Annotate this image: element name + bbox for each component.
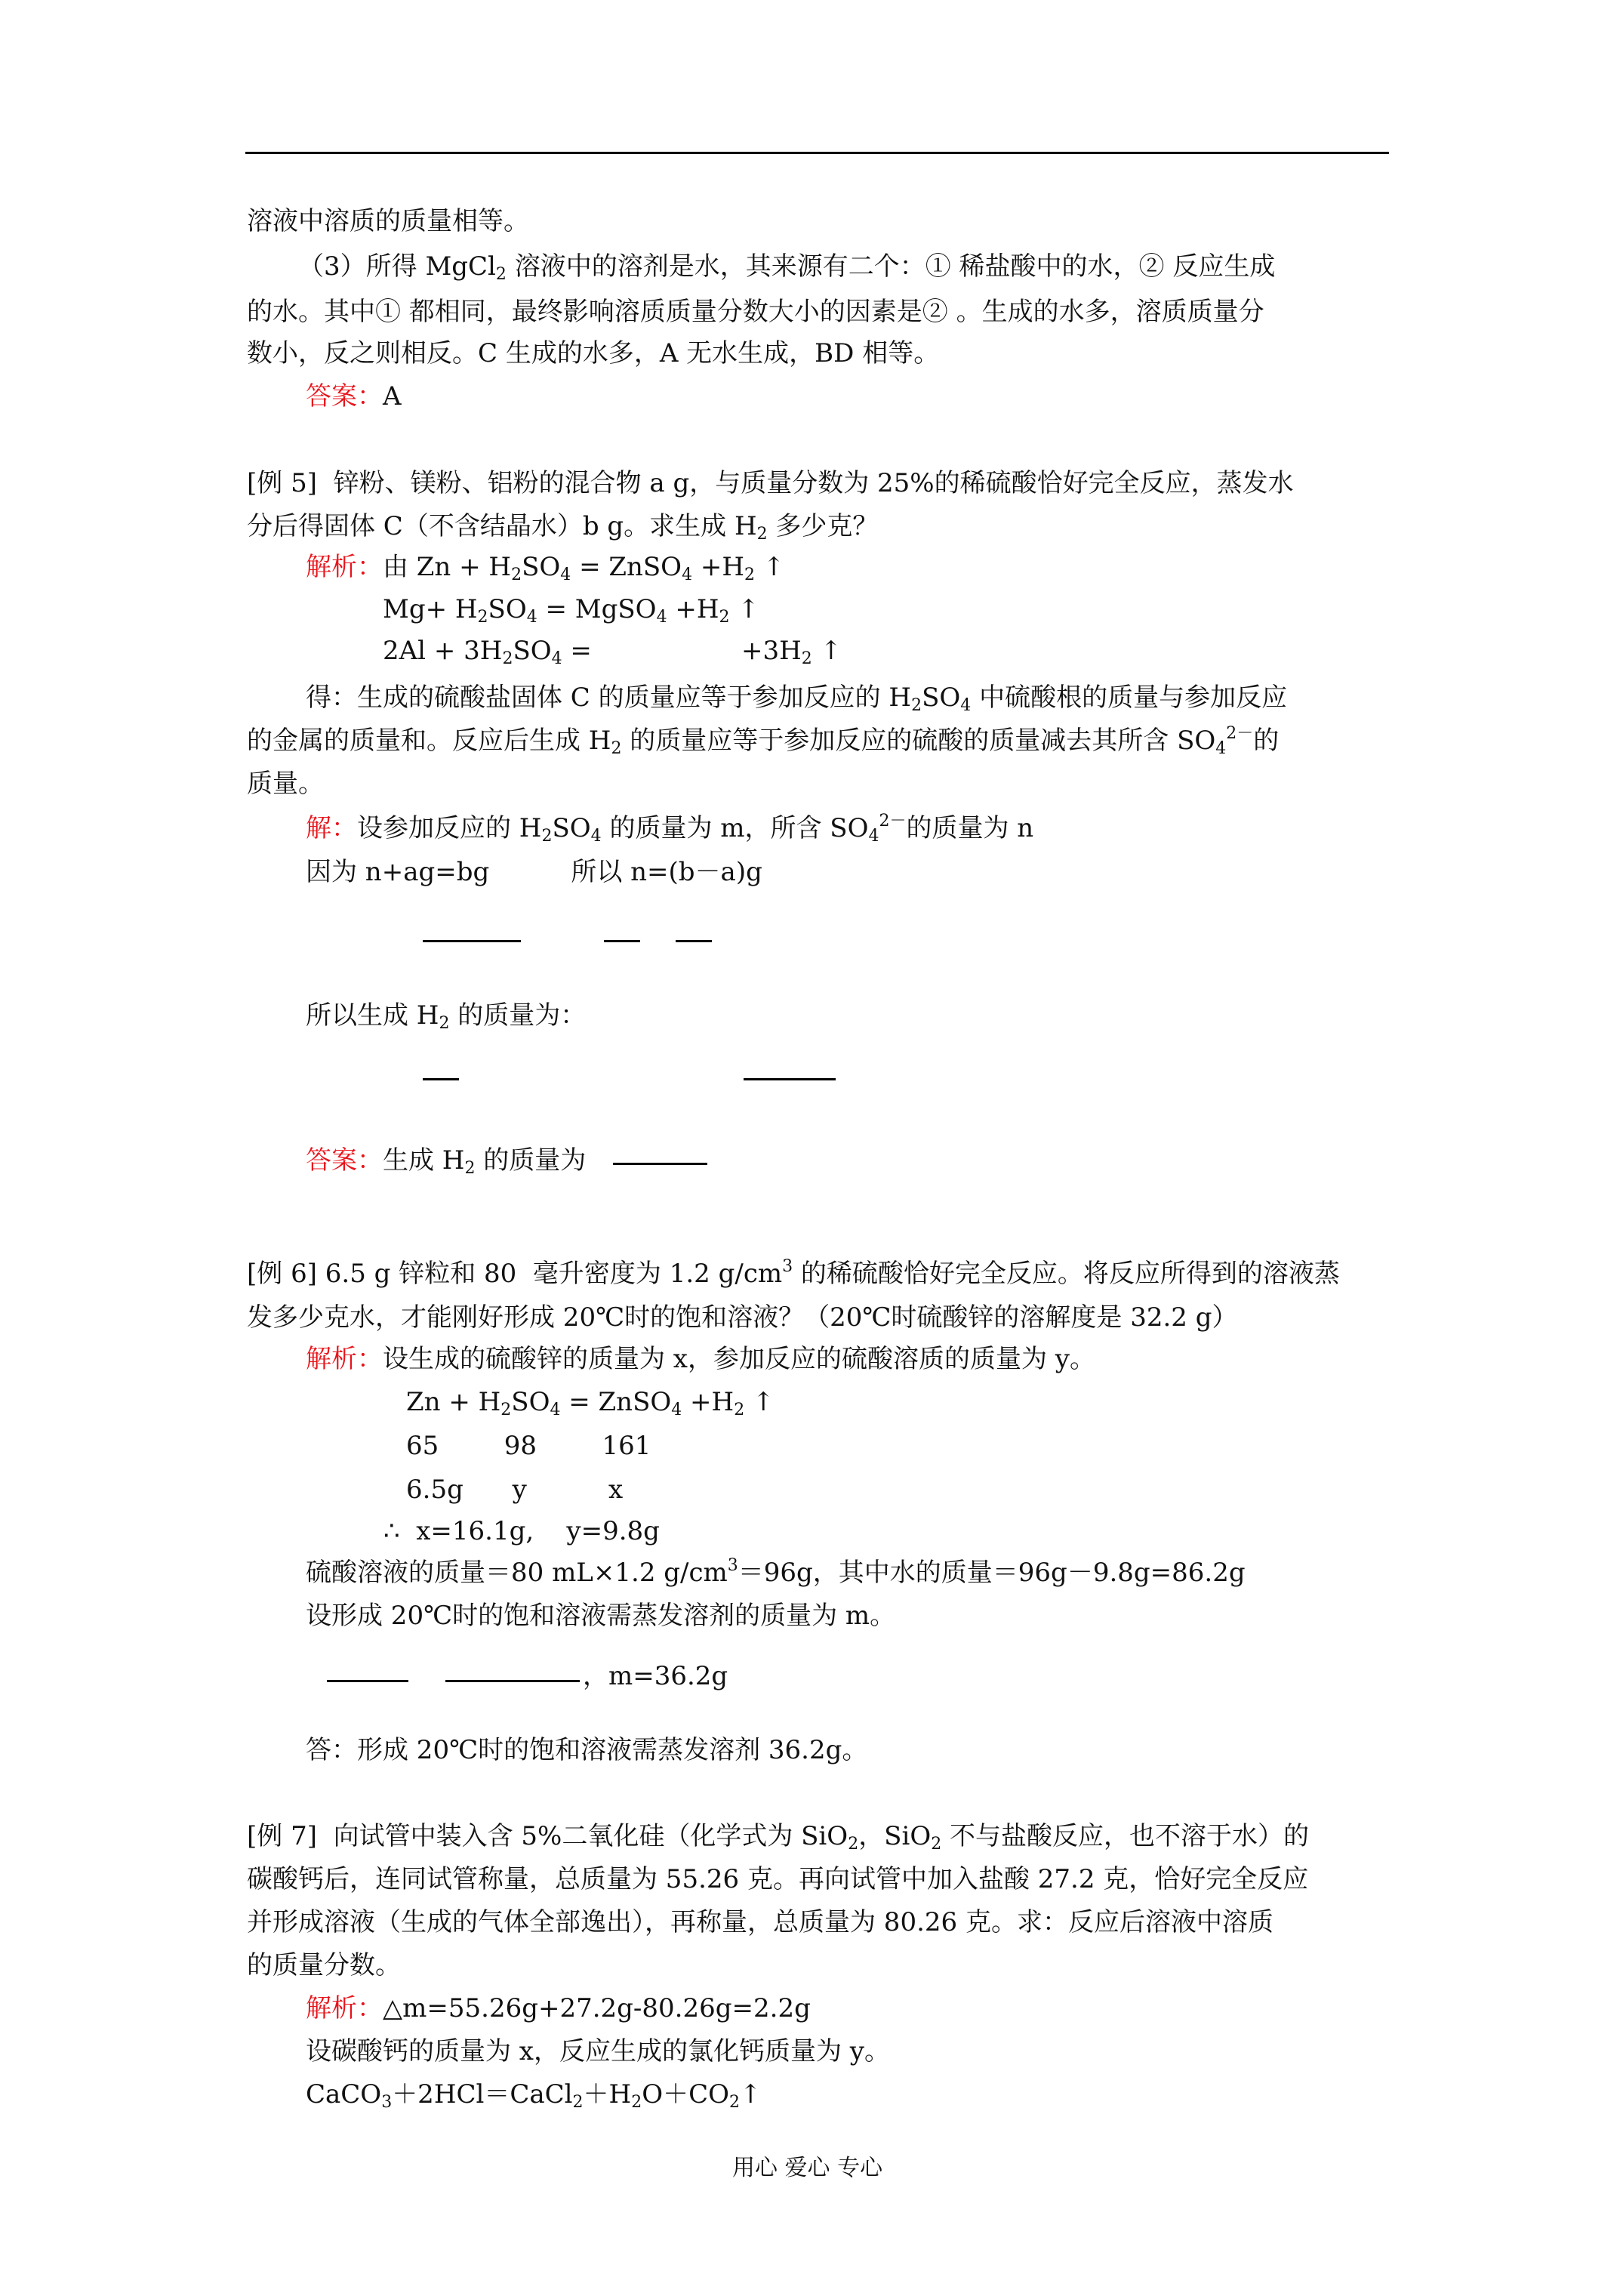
fraction-bar [423, 1078, 459, 1080]
equation-row: 65 98 161 [406, 1431, 651, 1461]
fraction-bar [445, 1680, 580, 1682]
equation-line: $+3H_2$ ↑ [741, 636, 842, 668]
question-line: [例 6] 6.5 g 锌粒和 80 毫升密度为 1.2 $g/cm^3$ 的稀硫酸恰好完全反应。将反应所得到的溶液蒸 [247, 1257, 1340, 1289]
question-line: 碳酸钙后，连同试管称量，总质量为 55.26 克。再向试管中加入盐酸 27.2 克，恰好完全反应 [247, 1864, 1309, 1894]
equation-row: ∴ x=16.1g, y=9.8g [383, 1516, 660, 1546]
page-footer: 用心 爱心 专心 [732, 2155, 883, 2181]
fraction-bar [423, 940, 521, 942]
equation-row: 6.5g y x [406, 1475, 624, 1505]
fraction-bar [744, 1078, 836, 1080]
equation-line: $2Al + 3H_2SO_4$ = [383, 636, 592, 668]
solution-line: ，m=36.2g [583, 1661, 728, 1691]
question-line: [例 5] 锌粉、镁粉、铝粉的混合物 a g，与质量分数为 25%的稀硫酸恰好完全反应，蒸发水 [247, 468, 1294, 498]
solution-line: 设形成 20℃时的饱和溶液需蒸发溶剂的质量为 m。 [306, 1601, 896, 1631]
question-line: [例 7] 向试管中装入含 5%二氧化硅（化学式为 SiO$_2$，SiO$_2$ 不与盐酸反应，也不溶于水）的 [247, 1821, 1310, 1854]
question-line: 并形成溶液（生成的气体全部逸出），再称量，总质量为 80.26 克。求：反应后溶液中溶质 [247, 1907, 1273, 1937]
header-rule [245, 152, 1389, 154]
fraction-bar [327, 1680, 408, 1682]
fraction-bar [613, 1163, 707, 1165]
text-line: 的水。其中① 都相同，最终影响溶质质量分数大小的因素是② 。生成的水多，溶质质量分 [247, 297, 1264, 327]
equation-line: $Zn + H_2SO_4$ = ZnSO$_4$ $+H_2$ ↑ [406, 1387, 775, 1419]
text-line: 溶液中溶质的质量相等。 [247, 206, 529, 236]
equation-line: $Mg+ H_2SO_4$ = MgSO$_4$ $+H_2$ ↑ [383, 594, 759, 627]
solution-line: 解：设参加反应的 $H_2SO_4$ 的质量为 m，所含 $SO_4^{2-}$的质量为 n [306, 812, 1034, 846]
equation-line: $CaCO_3+2HCl=CaCl_2+H_2O+CO_2↑$ [306, 2079, 762, 2112]
text-line: 质量。 [247, 769, 324, 799]
solution-line: 解析：△m=55.26g+27.2g-80.26g=2.2g [306, 1993, 811, 2023]
solution-line: 硫酸溶液的质量＝80 mL×1.2 $g/cm^3=96g$，其中水的质量＝96g－9.8g=86.2g [306, 1556, 1246, 1588]
fraction-bar [676, 940, 712, 942]
text-line: 数小，反之则相反。C 生成的水多，A 无水生成，BD 相等。 [247, 338, 940, 368]
answer-line: 答案：A [306, 381, 402, 411]
equation-line: 解析：由 $Zn + H_2SO_4$ = ZnSO$_4$ $+H_2$ ↑ [306, 552, 785, 584]
answer-line: 答案：生成 $H_2$ 的质量为 [306, 1145, 587, 1178]
solution-line: 解析：设生成的硫酸锌的质量为 x，参加反应的硫酸溶质的质量为 y。 [306, 1344, 1095, 1374]
answer-line: 答：形成 20℃时的饱和溶液需蒸发溶剂 36.2g。 [306, 1735, 868, 1765]
text-line: （3）所得 MgCl$_2$ 溶液中的溶剂是水，其来源有二个：① 稀盐酸中的水，② 反应生成 [298, 251, 1276, 284]
question-line: 的质量分数。 [247, 1950, 401, 1980]
question-line: 分后得固体 C（不含结晶水）b g。求生成 $H_2$ 多少克？ [247, 511, 879, 544]
fraction-bar [604, 940, 640, 942]
solution-line: 所以生成 $H_2$ 的质量为： [306, 1000, 587, 1033]
text-line: 的金属的质量和。反应后生成 $H_2$ 的质量应等于参加反应的硫酸的质量减去其所含 $SO_4^{2-}$的 [247, 724, 1280, 758]
text-line: 得：生成的硫酸盐固体 C 的质量应等于参加反应的 $H_2SO_4$ 中硫酸根的质量与参加反应 [306, 683, 1288, 715]
question-line: 发多少克水，才能刚好形成 20℃时的饱和溶液？（20℃时硫酸锌的溶解度是 32.2 g） [247, 1302, 1238, 1333]
solution-line: 因为 n+ag=bg 所以 n=(b－a)g [306, 857, 762, 887]
solution-line: 设碳酸钙的质量为 x，反应生成的氯化钙质量为 y。 [306, 2036, 890, 2066]
